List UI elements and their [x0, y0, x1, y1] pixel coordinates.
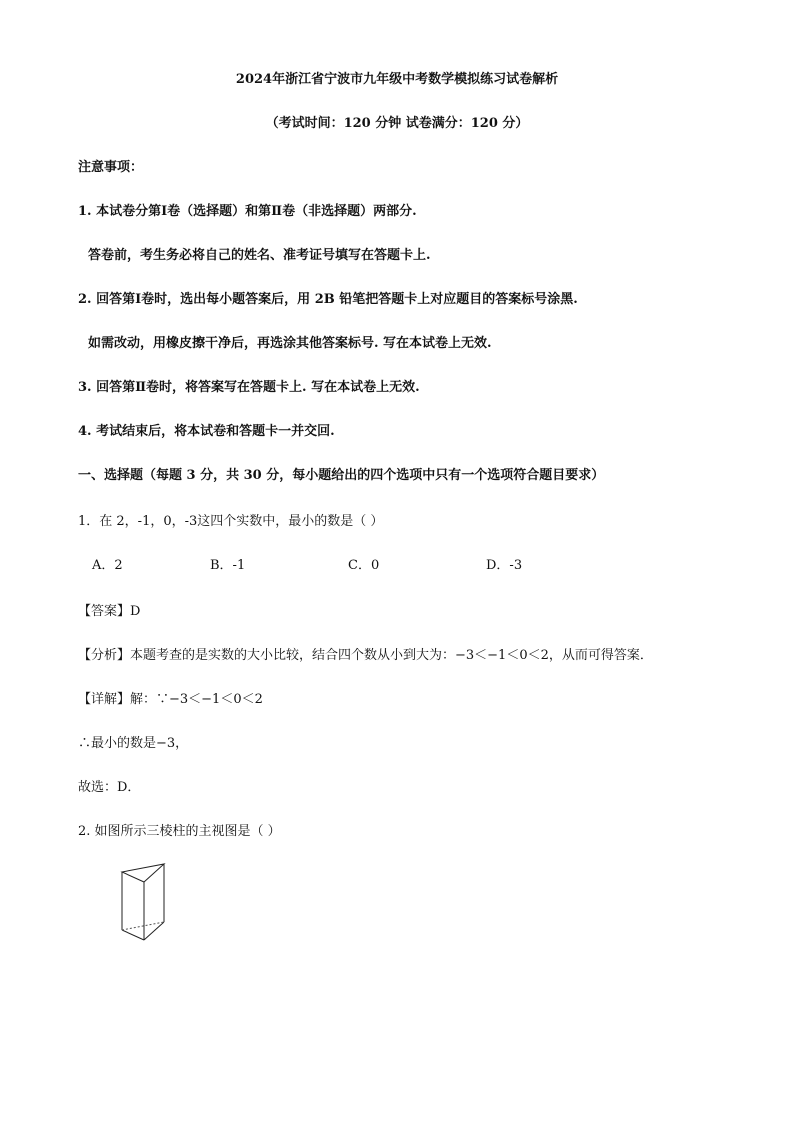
prism-hidden-edge — [122, 922, 164, 930]
prism-bottom-right-edge — [144, 922, 164, 940]
note-item-2: 2. 回答第Ⅰ卷时，选出每小题答案后，用 2B 铅笔把答题卡上对应题目的答案标号涂黑. — [78, 292, 578, 307]
prism-solid-edges — [122, 864, 164, 940]
question-1-stem: 1．在 2，-1，0，-3这四个实数中，最小的数是（ ） — [78, 514, 384, 529]
note-item-1-cont: 答卷前，考生务必将自己的姓名、准考证号填写在答题卡上. — [88, 248, 431, 263]
note-item-3: 3. 回答第Ⅱ卷时，将答案写在答题卡上. 写在本试卷上无效. — [78, 380, 420, 395]
triangular-prism-figure — [116, 862, 176, 944]
question-1-analysis: 【分析】本题考查的是实数的大小比较，结合四个数从小到大为：−3＜−1＜0＜2，从而可得答案． — [78, 648, 653, 663]
notes-heading: 注意事项： — [78, 160, 144, 175]
question-1-choice: 故选：D． — [78, 780, 141, 795]
question-1-option-b: B．-1 — [210, 558, 246, 573]
note-item-2-cont: 如需改动，用橡皮擦干净后，再选涂其他答案标号. 写在本试卷上无效. — [88, 336, 492, 351]
prism-top-face — [122, 864, 164, 882]
exam-info: （考试时间：120 分钟 试卷满分：120 分） — [265, 116, 529, 131]
note-item-4: 4. 考试结束后，将本试卷和答题卡一并交回. — [78, 424, 335, 439]
page-title: 2024年浙江省宁波市九年级中考数学模拟练习试卷解析 — [235, 72, 559, 87]
prism-bottom-left-edge — [122, 930, 144, 940]
question-1-option-a: A．2 — [92, 558, 123, 573]
question-1-detail: 【详解】解：∵−3＜−1＜0＜2 — [78, 692, 263, 707]
question-2-stem: 2. 如图所示三棱柱的主视图是（ ） — [78, 824, 281, 839]
note-item-1: 1. 本试卷分第Ⅰ卷（选择题）和第Ⅱ卷（非选择题）两部分. — [78, 204, 417, 219]
question-1-option-d: D．-3 — [486, 558, 523, 573]
section-heading-choice: 一、选择题（每题 3 分，共 30 分，每小题给出的四个选项中只有一个选项符合题目要求） — [78, 468, 605, 483]
question-1-answer: 【答案】D — [78, 604, 141, 619]
question-1-option-c: C．0 — [348, 558, 380, 573]
question-1-conclusion: ∴最小的数是−3， — [78, 736, 189, 751]
